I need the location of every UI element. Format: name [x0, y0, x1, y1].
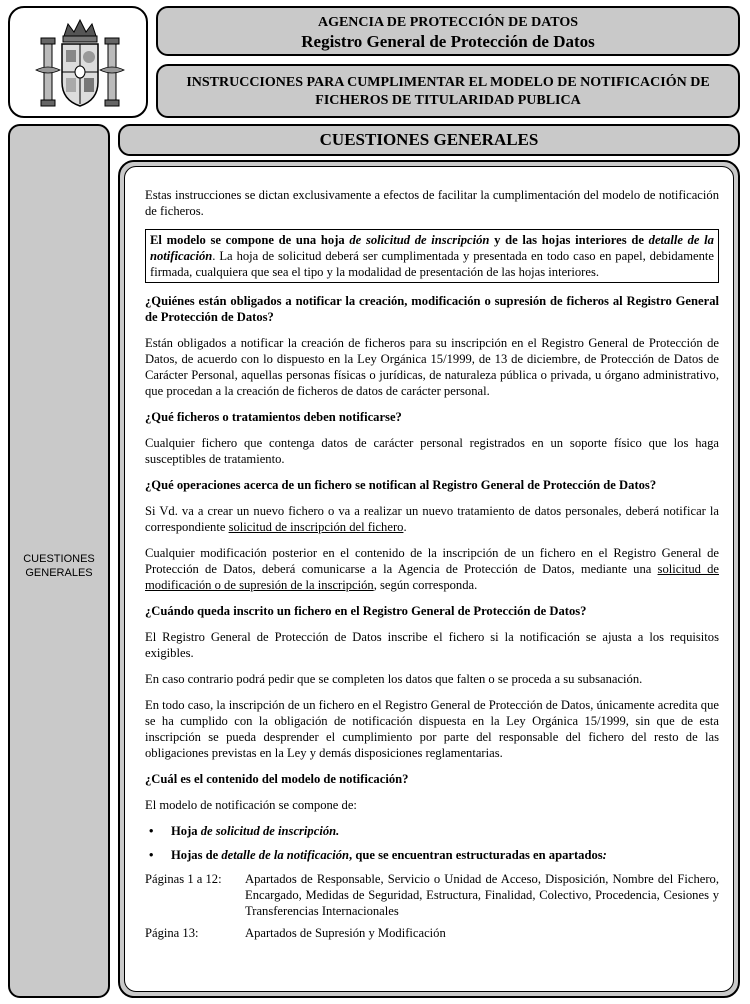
bullet-2-colon: : — [602, 848, 607, 862]
answer-1: Están obligados a notificar la creación de ficheros para su inscripción en el Registro General de Protección de Datos, de acuerdo con lo dispuesto en la Ley Orgánica 15/1999, de 13 de diciembre, de Protección de Datos de Carácter Personal, aquellas personas físicas o jurídicas, de naturaleza pública o privada, u órgano administrativo, que procedan a la creación de ficheros de datos de carácter personal. — [145, 336, 719, 398]
inscription-request-link: solicitud de inscripción del fichero — [228, 520, 404, 534]
question-3: ¿Qué operaciones acerca de un fichero se notifican al Registro General de Protección de Datos? — [145, 478, 657, 492]
bullet-2-rest: , que se encuentran estructuradas en apartados — [349, 848, 603, 862]
modification-request-link: solicitud de modificación o de supresión de la inscripción — [145, 562, 719, 592]
highlight-box — [145, 229, 719, 283]
question-5: ¿Cuál es el contenido del modelo de notificación? — [145, 772, 409, 786]
question-1: ¿Quiénes están obligados a notificar la creación, modificación o supresión de ficheros al Registro General de Protección de Datos? — [145, 294, 719, 324]
box-bold-italic-1: de solicitud de inscripción — [349, 233, 490, 247]
agency-header — [156, 6, 740, 56]
answer-4b: En caso contrario podrá pedir que se completen los datos que falten o se proceda a su subsanación. — [145, 672, 643, 686]
pages-row — [145, 871, 719, 919]
box-rest: . La hoja de solicitud deberá ser cumplimentada y presentada en todo caso en papel, debidamente firmada, cualquiera que sea el tipo y la modalidad de presentación de las hojas interiores. — [150, 249, 714, 279]
answer-3b-text: Cualquier modificación posterior en el contenido de la inscripción de un fichero en el Registro General de Protección de Datos, deberá comunicarse a la Agencia de Protección de Datos, mediante una — [145, 546, 719, 576]
sidebar-label-line1: CUESTIONES — [23, 553, 95, 565]
sidebar — [8, 124, 110, 998]
box-bold-italic-2: detalle de la notificación — [150, 233, 714, 263]
pages-label: Páginas 1 a 12: — [145, 872, 222, 886]
bullet-icon: • — [149, 848, 154, 862]
question-4: ¿Cuándo queda inscrito un fichero en el Registro General de Protección de Datos? — [145, 604, 587, 618]
bullet-1-text: Hoja — [171, 824, 201, 838]
pages-label: Página 13: — [145, 926, 199, 940]
box-bold-1: El modelo se compone de una hoja — [150, 233, 350, 247]
answer-3a — [145, 503, 719, 535]
answer-2: Cualquier fichero que contenga datos de carácter personal registrados en un soporte físico que los haga susceptibles de tratamiento. — [145, 436, 719, 466]
bullet-1-em: de solicitud de inscripción. — [200, 824, 340, 838]
answer-4c: En todo caso, la inscripción de un fichero en el Registro General de Protección de Datos, únicamente acredita que se ha cumplido con la obligación de notificación dispuesta en la Ley Orgánica 15/1999, sin que de esta inscripción se pueda desprender el cumplimiento por parte del responsable del fichero del resto de las obligaciones previstas en la Ley y demás disposiciones reglamentarias. — [145, 698, 719, 760]
answer-4a: El Registro General de Protección de Datos inscribe el fichero si la notificación se ajusta a los requisitos exigibles. — [145, 630, 719, 660]
list-item — [145, 847, 719, 863]
answer-5: El modelo de notificación se compone de: — [145, 798, 357, 812]
instructions-title-line2: FICHEROS DE TITULARIDAD PUBLICA — [315, 93, 581, 108]
question-2: ¿Qué ficheros o tratamientos deben notificarse? — [145, 410, 402, 424]
intro-paragraph: Estas instrucciones se dictan exclusivamente a efectos de facilitar la cumplimentación del modelo de notificación de ficheros. — [145, 188, 719, 218]
bullet-2-text: Hojas de — [171, 848, 222, 862]
instructions-header — [156, 64, 740, 118]
sidebar-label-line2: GENERALES — [25, 567, 93, 579]
bullet-icon: • — [149, 824, 154, 838]
content-panel — [124, 166, 734, 992]
answer-3a-end: . — [403, 520, 407, 534]
box-bold-2: y de las hojas interiores de — [489, 233, 649, 247]
sidebar-label — [10, 552, 108, 580]
answer-3a-text: Si Vd. va a crear un nuevo fichero o va a realizar un nuevo tratamiento de datos personales, deberá notificar la correspondiente — [145, 504, 719, 534]
coat-of-arms-icon — [30, 14, 130, 114]
pages-text: Apartados de Supresión y Modificación — [245, 926, 446, 940]
logo-frame — [8, 6, 148, 118]
list-item — [145, 823, 719, 839]
section-title: CUESTIONES GENERALES — [118, 124, 740, 156]
answer-3b-end: , según corresponda. — [373, 578, 478, 592]
bullet-2-em: detalle de la notificación — [221, 848, 350, 862]
pages-row — [145, 925, 719, 941]
pages-text: Apartados de Responsable, Servicio o Unidad de Acceso, Disposición, Nombre del Fichero, Encargado, Medidas de Seguridad, Estructura, Finalidad, Colectivo, Procedencia, Cesiones y Transferencias Internacionales — [245, 872, 719, 918]
agency-name: AGENCIA DE PROTECCIÓN DE DATOS — [317, 15, 579, 30]
instructions-title-line1: INSTRUCCIONES PARA CUMPLIMENTAR EL MODELO DE NOTIFICACIÓN DE — [186, 75, 710, 90]
answer-3b — [145, 545, 719, 593]
registry-name: Registro General de Protección de Datos — [301, 32, 595, 51]
